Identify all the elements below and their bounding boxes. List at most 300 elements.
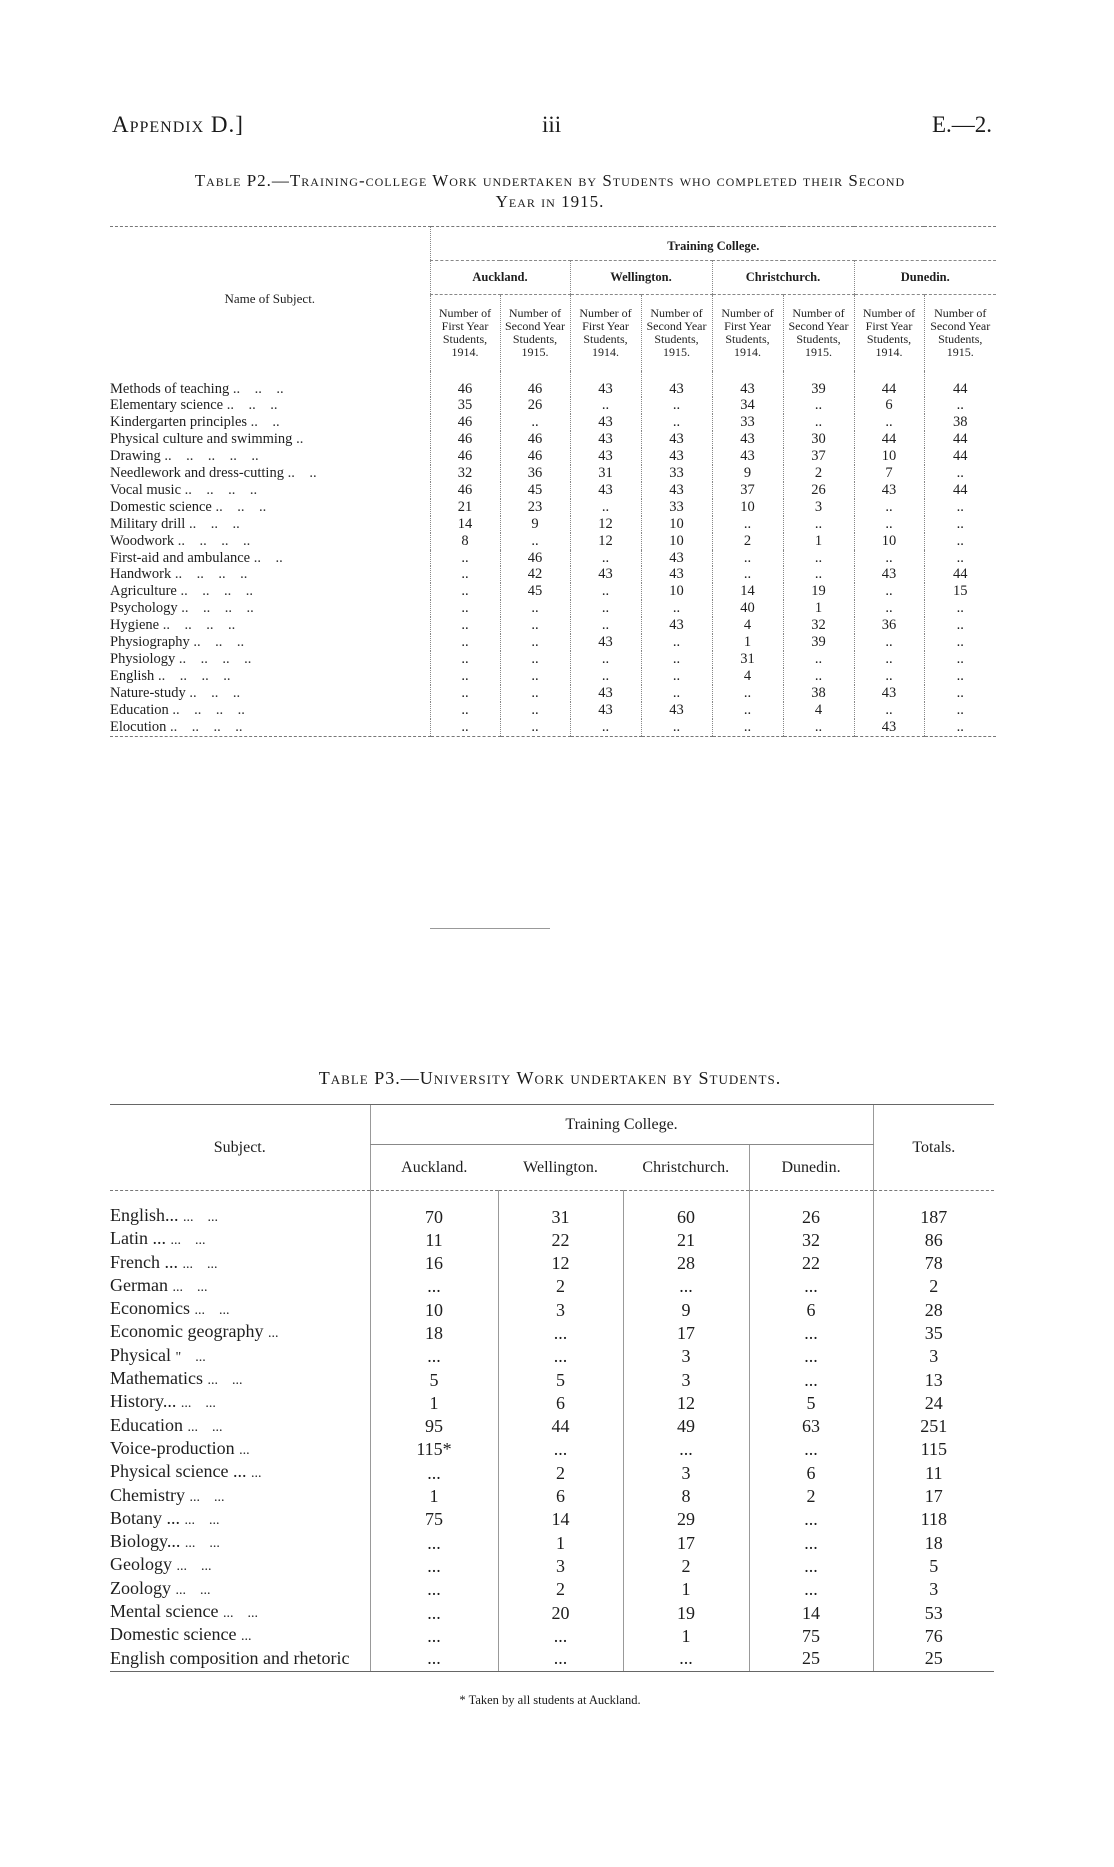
subject-label: History... (110, 1391, 177, 1412)
subject-label: Physical science ... (110, 1461, 247, 1482)
table-row (110, 1252, 994, 1275)
value-cell: 2 (712, 533, 783, 550)
table-row (110, 668, 996, 685)
value-cell: 38 (783, 685, 854, 702)
leader-dots: ... (240, 1629, 252, 1645)
value-cell: ... (623, 1275, 749, 1298)
value-cell: 44 (854, 431, 924, 448)
table-row (110, 1345, 994, 1368)
subject-label: Economics (110, 1298, 190, 1319)
subject-label: English... (110, 1205, 179, 1225)
table-row (110, 702, 996, 719)
total-cell: 25 (873, 1648, 994, 1672)
value-cell: .. (570, 600, 641, 617)
value-cell: 31 (570, 465, 641, 482)
value-cell: .. (783, 414, 854, 431)
leader-dots: .. .. .. (226, 397, 278, 414)
value-cell: 43 (641, 617, 712, 634)
value-cell: .. (783, 651, 854, 668)
value-cell: 44 (924, 431, 996, 448)
total-cell: 76 (873, 1624, 994, 1647)
value-cell: .. (430, 651, 500, 668)
value-cell: 10 (641, 516, 712, 533)
value-cell: 17 (623, 1321, 749, 1344)
value-cell: 70 (370, 1191, 498, 1229)
total-cell: 18 (873, 1531, 994, 1554)
value-cell: 22 (498, 1228, 623, 1251)
value-cell: .. (924, 499, 996, 516)
leader-dots: ... ... (194, 1303, 230, 1319)
col-header-second-year: Number of Second Year Students, 1915. (641, 295, 712, 371)
subject-name (110, 1275, 370, 1298)
value-cell: 43 (641, 702, 712, 719)
table-row (110, 1554, 994, 1577)
value-cell: 5 (498, 1368, 623, 1391)
table-row (110, 1438, 994, 1461)
value-cell: .. (430, 702, 500, 719)
leader-dots: .. .. .. .. (181, 600, 254, 617)
value-cell: 46 (430, 371, 500, 398)
value-cell: 9 (712, 465, 783, 482)
value-cell: .. (712, 719, 783, 736)
subject-name (110, 617, 430, 634)
value-cell: .. (924, 600, 996, 617)
value-cell: 2 (498, 1461, 623, 1484)
value-cell: ... (749, 1508, 873, 1531)
leader-dots: ... ... (207, 1373, 243, 1389)
value-cell: 45 (500, 482, 570, 499)
value-cell: .. (641, 634, 712, 651)
leader-dots: .. .. .. .. (162, 617, 236, 634)
subject-name (110, 566, 430, 583)
total-cell: 13 (873, 1368, 994, 1391)
value-cell: 5 (370, 1368, 498, 1391)
subject-name (110, 1578, 370, 1601)
value-cell: 44 (924, 371, 996, 398)
value-cell: .. (854, 583, 924, 600)
value-cell: .. (500, 414, 570, 431)
value-cell: 44 (924, 448, 996, 465)
col-header-first-year: Number of First Year Students, 1914. (570, 295, 641, 371)
leader-dots: ... (250, 1466, 262, 1482)
value-cell: .. (570, 550, 641, 567)
value-cell: 25 (749, 1648, 873, 1672)
value-cell: .. (430, 550, 500, 567)
value-cell: .. (924, 617, 996, 634)
value-cell: .. (570, 397, 641, 414)
value-cell: ... (749, 1554, 873, 1577)
value-cell: 33 (712, 414, 783, 431)
value-cell: 44 (854, 371, 924, 398)
subject-name (110, 1624, 370, 1647)
subject-name (110, 668, 430, 685)
value-cell: .. (924, 516, 996, 533)
value-cell: ... (749, 1578, 873, 1601)
value-cell: 14 (749, 1601, 873, 1624)
subject-name (110, 1485, 370, 1508)
value-cell: ... (370, 1648, 498, 1672)
value-cell: .. (500, 702, 570, 719)
col-header-second-year: Number of Second Year Students, 1915. (783, 295, 854, 371)
value-cell: .. (712, 566, 783, 583)
total-cell: 187 (873, 1191, 994, 1229)
value-cell: ... (370, 1578, 498, 1601)
value-cell: ... (623, 1648, 749, 1672)
table-row (110, 516, 996, 533)
value-cell: 43 (854, 566, 924, 583)
leader-dots: .. .. (287, 465, 317, 482)
value-cell: 35 (430, 397, 500, 414)
subject-name (110, 1391, 370, 1414)
table-p2-body (110, 371, 996, 737)
total-cell: 3 (873, 1345, 994, 1368)
total-cell: 17 (873, 1485, 994, 1508)
value-cell: 12 (570, 533, 641, 550)
value-cell: .. (430, 566, 500, 583)
col-header-second-year: Number of Second Year Students, 1915. (924, 295, 996, 371)
value-cell: 43 (854, 482, 924, 499)
value-cell: 1 (370, 1391, 498, 1414)
subject-label: Mathematics (110, 1368, 203, 1389)
value-cell: .. (430, 719, 500, 736)
leader-dots: .. .. .. (188, 515, 240, 532)
subject-label: Methods of teaching (110, 380, 230, 397)
leader-dots: .. .. .. .. (170, 718, 243, 735)
value-cell: 43 (712, 371, 783, 398)
value-cell: 10 (854, 533, 924, 550)
value-cell: 33 (641, 499, 712, 516)
subject-name (110, 414, 430, 431)
value-cell: 46 (430, 414, 500, 431)
value-cell: 49 (623, 1415, 749, 1438)
value-cell: .. (783, 397, 854, 414)
value-cell: 10 (854, 448, 924, 465)
value-cell: 46 (430, 482, 500, 499)
value-cell: 43 (570, 634, 641, 651)
value-cell: .. (430, 668, 500, 685)
table-p3-body (110, 1191, 994, 1672)
value-cell: .. (500, 651, 570, 668)
college-header-wellington: Wellington. (498, 1145, 623, 1191)
value-cell: 4 (783, 702, 854, 719)
subject-name (110, 634, 430, 651)
value-cell: .. (570, 719, 641, 736)
value-cell: 10 (370, 1298, 498, 1321)
subject-label: Latin ... (110, 1228, 166, 1249)
subject-label: Education (110, 1414, 183, 1435)
total-cell: 115 (873, 1438, 994, 1461)
value-cell: ... (749, 1321, 873, 1344)
table-row (110, 719, 996, 736)
leader-dots: .. .. .. (193, 634, 245, 651)
leader-dots: ... ... (172, 1279, 208, 1295)
value-cell: 3 (498, 1298, 623, 1321)
value-cell: 6 (749, 1461, 873, 1484)
subject-label: German (110, 1274, 168, 1295)
total-cell: 86 (873, 1228, 994, 1251)
leader-dots: ... ... (183, 1210, 219, 1225)
value-cell: 6 (498, 1485, 623, 1508)
value-cell: 31 (712, 651, 783, 668)
total-cell: 2 (873, 1275, 994, 1298)
college-header-christchurch: Christchurch. (623, 1145, 749, 1191)
table-row (110, 1461, 994, 1484)
subject-name (110, 600, 430, 617)
value-cell: 32 (430, 465, 500, 482)
subject-label: English composition and rhetoric (110, 1647, 350, 1668)
value-cell: 95 (370, 1415, 498, 1438)
value-cell: .. (430, 600, 500, 617)
subject-name (110, 1298, 370, 1321)
value-cell: 1 (498, 1531, 623, 1554)
table-row (110, 397, 996, 414)
value-cell: .. (500, 634, 570, 651)
subject-name (110, 651, 430, 668)
subject-label: Vocal music (110, 481, 182, 498)
value-cell: 7 (854, 465, 924, 482)
value-cell: .. (712, 550, 783, 567)
value-cell: 46 (500, 431, 570, 448)
value-cell: .. (430, 617, 500, 634)
leader-dots: ... ... (222, 1606, 258, 1622)
subject-label: Botany ... (110, 1507, 180, 1528)
value-cell: 20 (498, 1601, 623, 1624)
value-cell: 32 (749, 1228, 873, 1251)
value-cell: 21 (623, 1228, 749, 1251)
value-cell: 38 (924, 414, 996, 431)
value-cell: .. (924, 702, 996, 719)
value-cell: ... (749, 1438, 873, 1461)
subject-name (110, 1648, 370, 1672)
value-cell: 16 (370, 1252, 498, 1275)
subject-name (110, 397, 430, 414)
leader-dots: ... ... (184, 1512, 220, 1528)
value-cell: 3 (783, 499, 854, 516)
col-header-second-year: Number of Second Year Students, 1915. (500, 295, 570, 371)
value-cell: .. (924, 668, 996, 685)
value-cell: 45 (500, 583, 570, 600)
value-cell: .. (924, 634, 996, 651)
value-cell: .. (500, 533, 570, 550)
value-cell: 42 (500, 566, 570, 583)
value-cell: 43 (712, 448, 783, 465)
value-cell: 9 (623, 1298, 749, 1321)
leader-dots: .. .. .. .. (184, 481, 258, 498)
value-cell: 8 (623, 1485, 749, 1508)
value-cell: .. (924, 719, 996, 736)
value-cell: 3 (623, 1345, 749, 1368)
subject-label: Voice-production (110, 1437, 235, 1458)
subject-label: Domestic science (110, 1624, 237, 1645)
subject-label: Handwork (110, 566, 172, 583)
total-cell: 3 (873, 1578, 994, 1601)
subject-label: Geology (110, 1554, 172, 1575)
subject-name (110, 1601, 370, 1624)
leader-dots: ... ... (175, 1582, 211, 1598)
subject-name (110, 1252, 370, 1275)
page-number: iii (542, 112, 562, 137)
table-row (110, 550, 996, 567)
value-cell: 11 (370, 1228, 498, 1251)
value-cell: ... (370, 1275, 498, 1298)
value-cell: 43 (641, 482, 712, 499)
total-cell: 5 (873, 1554, 994, 1577)
value-cell: 44 (924, 566, 996, 583)
value-cell: 12 (623, 1391, 749, 1414)
leader-dots: .. .. .. .. (174, 566, 248, 583)
value-cell: .. (854, 516, 924, 533)
subject-name (110, 1438, 370, 1461)
value-cell: 26 (500, 397, 570, 414)
subject-name (110, 431, 430, 448)
value-cell: 37 (712, 482, 783, 499)
subject-label: Nature-study (110, 684, 186, 701)
leader-dots: ... ... (176, 1559, 212, 1575)
table-row (110, 1275, 994, 1298)
value-cell: ... (370, 1601, 498, 1624)
table-row (110, 431, 996, 448)
value-cell: 43 (570, 566, 641, 583)
value-cell: 6 (498, 1391, 623, 1414)
subject-name (110, 371, 430, 398)
value-cell: 75 (749, 1624, 873, 1647)
value-cell: 2 (623, 1554, 749, 1577)
value-cell: 43 (570, 431, 641, 448)
value-cell: 15 (924, 583, 996, 600)
subject-label: Military drill (110, 515, 186, 532)
subject-label: Education (110, 701, 169, 718)
table-row (110, 1648, 994, 1672)
table-row (110, 1191, 994, 1229)
value-cell: 43 (641, 448, 712, 465)
subject-label: Kindergarten principles (110, 414, 248, 431)
value-cell: 36 (854, 617, 924, 634)
subject-name (110, 1321, 370, 1344)
value-cell: 2 (749, 1485, 873, 1508)
value-cell: 75 (370, 1508, 498, 1531)
value-cell: 43 (712, 431, 783, 448)
value-cell: 1 (783, 533, 854, 550)
college-header-dunedin: Dunedin. (854, 261, 996, 295)
value-cell: .. (500, 617, 570, 634)
subject-label: Physiography (110, 634, 190, 651)
value-cell: .. (854, 600, 924, 617)
value-cell: 46 (500, 550, 570, 567)
leader-dots: ... ... (189, 1489, 225, 1505)
value-cell: .. (783, 719, 854, 736)
value-cell: 1 (370, 1485, 498, 1508)
value-cell: 17 (623, 1531, 749, 1554)
value-cell: 26 (783, 482, 854, 499)
subject-name (110, 1461, 370, 1484)
subject-label: Domestic science (110, 498, 212, 515)
leader-dots: .. (296, 431, 304, 448)
value-cell: 1 (623, 1578, 749, 1601)
subject-label: Agriculture (110, 583, 177, 600)
footnote: * Taken by all students at Auckland. (459, 1693, 641, 1707)
subject-label: English (110, 667, 155, 684)
value-cell: .. (924, 685, 996, 702)
subject-label: Zoology (110, 1577, 171, 1598)
value-cell: ... (370, 1345, 498, 1368)
subject-label: Elementary science (110, 397, 224, 414)
subject-name (110, 1531, 370, 1554)
subject-name (110, 533, 430, 550)
value-cell: 26 (749, 1191, 873, 1229)
table-p3 (110, 1104, 994, 1672)
value-cell: ... (623, 1438, 749, 1461)
table-row (110, 482, 996, 499)
college-header-auckland: Auckland. (430, 261, 570, 295)
appendix-label: Appendix D.] (112, 112, 244, 137)
value-cell: .. (924, 465, 996, 482)
value-cell: 9 (500, 516, 570, 533)
table-row (110, 651, 996, 668)
value-cell: .. (430, 583, 500, 600)
value-cell: 46 (430, 431, 500, 448)
value-cell: ... (370, 1554, 498, 1577)
value-cell: 43 (854, 719, 924, 736)
value-cell: 115* (370, 1438, 498, 1461)
subject-name (110, 1368, 370, 1391)
total-cell: 78 (873, 1252, 994, 1275)
college-header-dunedin: Dunedin. (749, 1145, 873, 1191)
subject-label: Elocution (110, 718, 167, 735)
table-row (110, 465, 996, 482)
leader-dots: .. .. .. .. .. (164, 448, 259, 465)
value-cell: .. (500, 668, 570, 685)
value-cell: ... (498, 1321, 623, 1344)
value-cell: 14 (430, 516, 500, 533)
subject-name (110, 550, 430, 567)
value-cell: ... (749, 1531, 873, 1554)
subject-name (110, 516, 430, 533)
value-cell: .. (641, 600, 712, 617)
value-cell: 8 (430, 533, 500, 550)
leader-dots: .. .. .. .. (180, 583, 253, 600)
leader-dots: .. .. .. .. (178, 651, 252, 667)
value-cell: .. (783, 516, 854, 533)
subject-label: French ... (110, 1251, 178, 1272)
value-cell: .. (924, 533, 996, 550)
value-cell: 63 (749, 1415, 873, 1438)
subject-label: Woodwork (110, 532, 175, 549)
value-cell: .. (924, 397, 996, 414)
page-header (112, 112, 992, 142)
value-cell: ... (498, 1648, 623, 1672)
value-cell: 43 (570, 371, 641, 398)
subject-name (110, 583, 430, 600)
value-cell: 6 (749, 1298, 873, 1321)
value-cell: .. (500, 600, 570, 617)
leader-dots: ... ... (182, 1256, 218, 1272)
value-cell: 29 (623, 1508, 749, 1531)
col-header-first-year: Number of First Year Students, 1914. (854, 295, 924, 371)
table-row (110, 1368, 994, 1391)
value-cell: 44 (924, 482, 996, 499)
value-cell: 6 (854, 397, 924, 414)
subject-label: Mental science (110, 1601, 219, 1622)
value-cell: .. (854, 668, 924, 685)
value-cell: .. (500, 685, 570, 702)
value-cell: 12 (498, 1252, 623, 1275)
value-cell: 43 (570, 482, 641, 499)
table-row (110, 1508, 994, 1531)
college-header-christchurch: Christchurch. (712, 261, 854, 295)
value-cell: .. (500, 719, 570, 736)
value-cell: 44 (498, 1415, 623, 1438)
value-cell: .. (570, 617, 641, 634)
